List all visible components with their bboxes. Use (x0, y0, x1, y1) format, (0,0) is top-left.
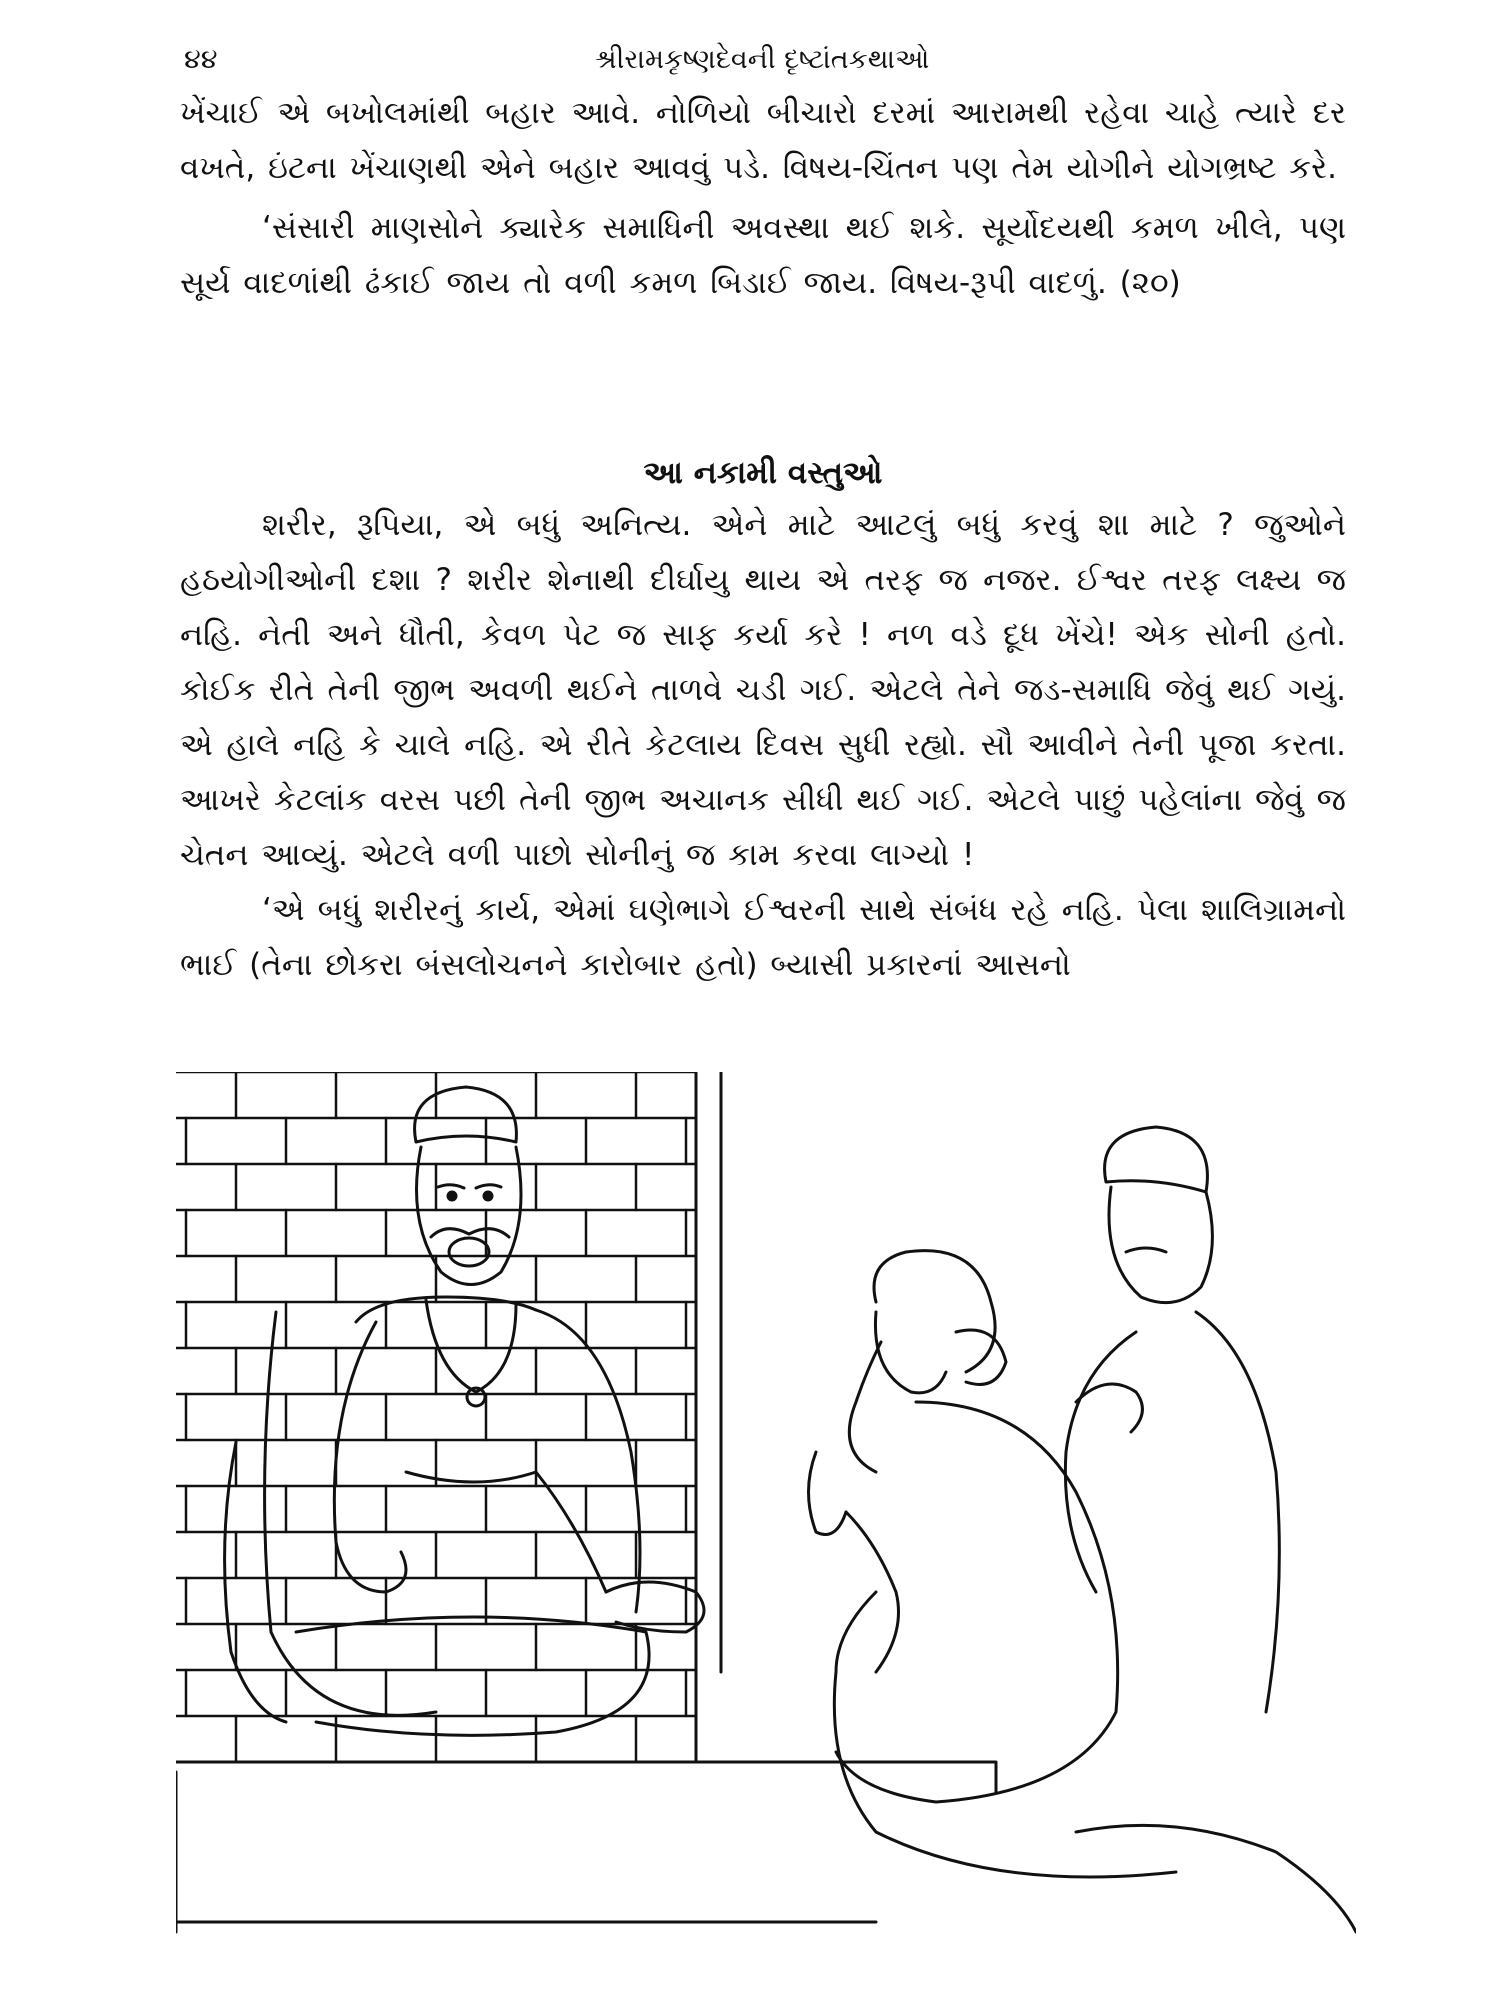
section-1-text (180, 86, 1346, 311)
paragraph: શરીર, રૂપિયા, એ બધું અનિત્ય. એને માટે આટલું બધું કરવું શા માટે ? જુઓને હઠયોગીઓની દશા ? શરીર શેનાથી દીર્ઘાયુ થાય એ તરફ જ નજર. ઈશ્વર તરફ લક્ષ્ય જ નહિ. નેતી અને ધૌતી, કેવળ પેટ જ સાફ કર્યા કરે ! નળ વડે દૂધ ખેંચે! એક સોની હતો. કોઈક રીતે તેની જીભ અવળી થઈને તાળવે ચડી ગઈ. એટલે તેને જડ-સમાધિ જેવું થઈ ગયું. એ હાલે નહિ કે ચાલે નહિ. એ રીતે કેટલાય દિવસ સુધી રહ્યો. સૌ આવીને તેની પૂજા કરતા. આખરે કેટલાંક વરસ પછી તેની જીભ અચાનક સીધી થઈ ગઈ. એટલે પાછું પહેલાંના જેવું જ ચેતન આવ્યું. એટલે વળી પાછો સોનીનું જ કામ કરવા લાગ્યો ! (180, 507, 1346, 873)
paragraph: ‘સંસારી માણસોને ક્યારેક સમાધિની અવસ્થા થઈ શકે. સૂર્યોદયથી કમળ ખીલે, પણ સૂર્ય વાદળાંથી ઢંકાઈ જાય તો વળી કમળ બિડાઈ જાય. વિષય-રૂપી વાદળું. (૨૦) (180, 210, 1346, 301)
page-header (184, 44, 1340, 84)
brick-wall (176, 1072, 696, 1762)
story-illustration (176, 1072, 1356, 1952)
platform (176, 1762, 996, 1932)
running-head: શ્રીરામકૃષ્ણદેવની દૃષ્ટાંતકથાઓ (594, 44, 930, 75)
page-number: ૪૪ (184, 44, 218, 75)
section-2-text (180, 498, 1346, 993)
seated-man (225, 1087, 704, 1735)
paragraph: ‘એ બધું શરીરનું કાર્ય, એમાં ઘણેભાગે ઈશ્વરની સાથે સંબંધ રહે નહિ. પેલા શાલિગ્રામનો ભાઈ (તેના છોકરા બંસલોચનને કારોબાર હતો) બ્યાસી પ્રકારનાં આસનો (180, 892, 1346, 983)
paragraph: ખેંચાઈ એ બખોલમાંથી બહાર આવે. નોળિયો બીચારો દરમાં આરામથી રહેવા ચાહે ત્યારે દર વખતે, ઇંટના ખેંચાણથી એને બહાર આવવું પડે. વિષય-ચિંતન પણ તેમ યોગીને યોગભ્રષ્ટ કરે. (180, 95, 1346, 186)
standing-man (1065, 1127, 1279, 1712)
section-heading: આ નકામી વસ્તુઓ (643, 455, 883, 491)
pillar (696, 1072, 721, 1762)
kneeling-woman (809, 1251, 1357, 1932)
